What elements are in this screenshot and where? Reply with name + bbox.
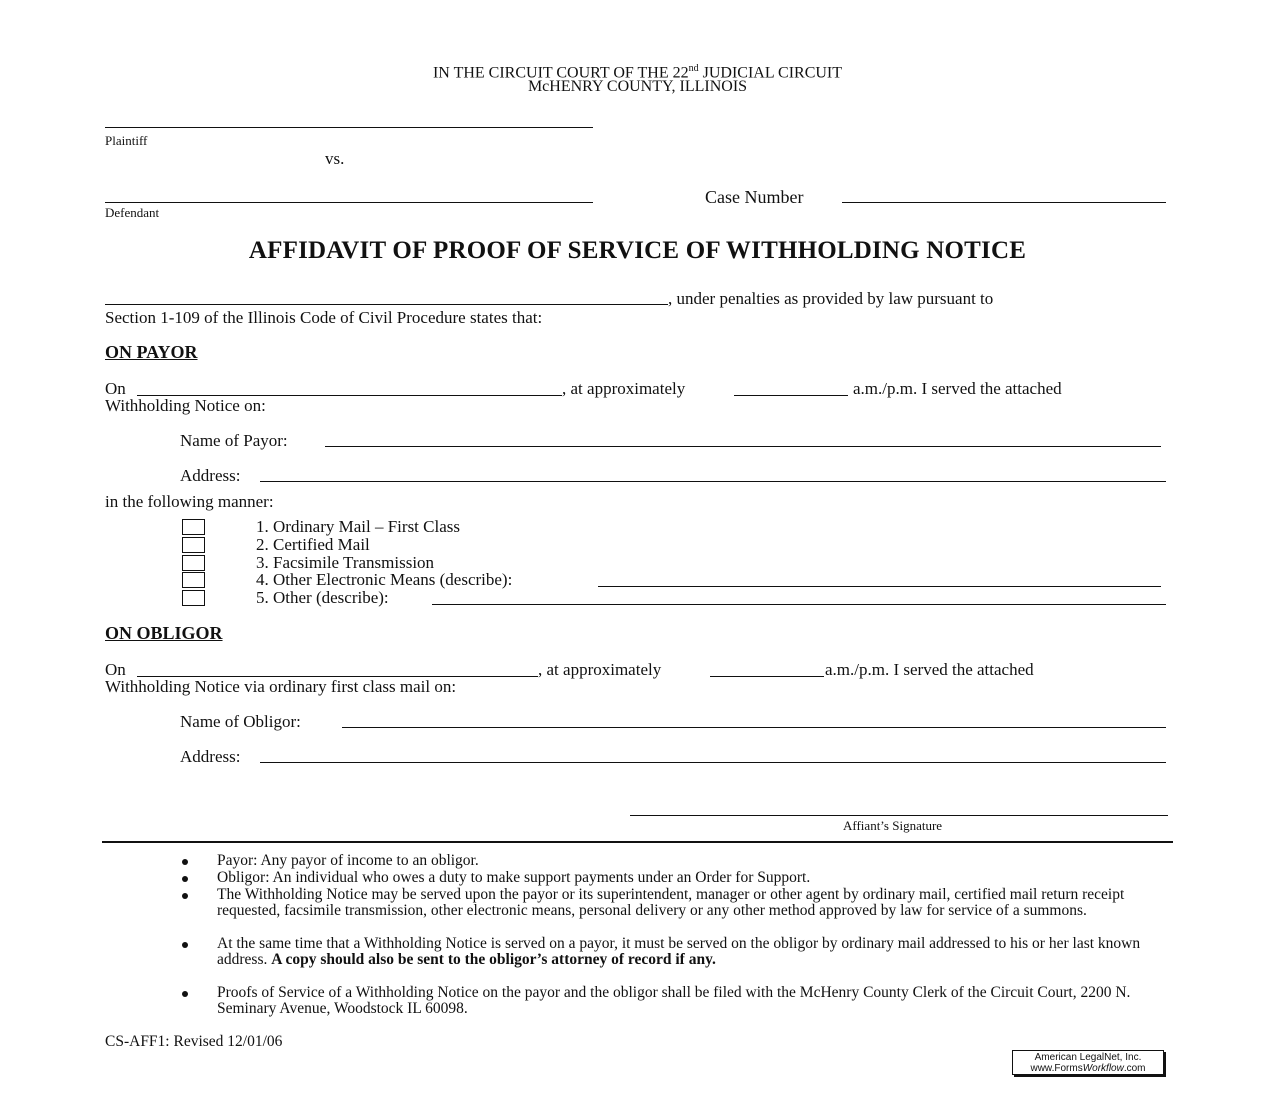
payor-heading: ON PAYOR bbox=[105, 342, 198, 362]
obligor-line-2: Withholding Notice via ordinary first class mail on: bbox=[105, 677, 457, 696]
option-other: 5. Other (describe): bbox=[256, 588, 389, 607]
affiant-name-field[interactable] bbox=[105, 304, 668, 305]
option-ordinary-mail: 1. Ordinary Mail – First Class bbox=[256, 517, 460, 536]
bullet-icon bbox=[182, 942, 188, 948]
intro-line-1: , under penalties as provided by law pursuant to bbox=[668, 289, 994, 308]
obligor-time-field[interactable] bbox=[710, 676, 824, 677]
other-describe-field[interactable] bbox=[432, 604, 1166, 605]
court-line: IN THE CIRCUIT COURT OF THE 22 bbox=[432, 64, 689, 82]
checkbox-other[interactable] bbox=[182, 590, 205, 606]
document-title: AFFIDAVIT OF PROOF OF SERVICE OF WITHHOLDING NOTICE bbox=[248, 237, 1027, 264]
payor-approx-label: , at approximately bbox=[562, 379, 686, 398]
note-payor: Payor: Any payor of income to an obligor. bbox=[217, 852, 479, 869]
court-line-end: JUDICIAL CIRCUIT bbox=[698, 64, 843, 82]
case-number-field[interactable] bbox=[842, 202, 1166, 203]
obligor-address-label: Address: bbox=[180, 747, 241, 766]
checkbox-certified-mail[interactable] bbox=[182, 537, 205, 553]
defendant-label: Defendant bbox=[105, 205, 160, 220]
payor-name-label: Name of Payor: bbox=[180, 431, 288, 450]
defendant-line[interactable] bbox=[105, 202, 593, 203]
badge-url bbox=[1013, 1063, 1163, 1074]
bullet-icon bbox=[182, 876, 188, 882]
badge-url-prefix: www.Forms bbox=[1030, 1063, 1083, 1074]
payor-time-field[interactable] bbox=[734, 395, 848, 396]
obligor-name-field[interactable] bbox=[342, 727, 1166, 728]
payor-ampm-text: a.m./p.m. I served the attached bbox=[853, 379, 1062, 398]
publisher-badge bbox=[1012, 1050, 1164, 1075]
case-number-label: Case Number bbox=[705, 187, 804, 207]
obligor-approx-label: , at approximately bbox=[538, 660, 662, 679]
payor-address-field[interactable] bbox=[260, 481, 1166, 482]
option-other-electronic: 4. Other Electronic Means (describe): bbox=[256, 570, 513, 589]
notes-divider bbox=[102, 841, 1173, 843]
form-id: CS-AFF1: Revised 12/01/06 bbox=[105, 1033, 283, 1050]
obligor-ampm-text: a.m./p.m. I served the attached bbox=[825, 660, 1034, 679]
county-line: McHENRY COUNTY, ILLINOIS bbox=[527, 78, 748, 95]
signature-line[interactable] bbox=[630, 815, 1168, 816]
obligor-name-label: Name of Obligor: bbox=[180, 712, 301, 731]
other-electronic-field[interactable] bbox=[598, 586, 1161, 587]
intro-line-2: Section 1-109 of the Illinois Code of Civil Procedure states that: bbox=[105, 308, 543, 327]
note-obligor: Obligor: An individual who owes a duty to make support payments under an Order for Support. bbox=[217, 869, 811, 886]
note-service-methods: The Withholding Notice may be served upon the payor or its superintendent, manager or other agent by ordinary mail, certified mail return receipt requested, facsimile transmission, other electronic means, personal delivery or any other method approved by law for service of a summons. bbox=[217, 886, 1125, 920]
note-filing: Proofs of Service of a Withholding Notice on the payor and the obligor shall be filed with the McHenry County Clerk of the Circuit Court, 2200 N. Seminary Avenue, Woodstock IL 60098. bbox=[217, 984, 1131, 1018]
payor-name-field[interactable] bbox=[325, 446, 1161, 447]
ordinal-suffix: nd bbox=[688, 63, 699, 74]
bullet-icon bbox=[182, 859, 188, 865]
obligor-heading: ON OBLIGOR bbox=[105, 623, 223, 643]
bullet-icon bbox=[182, 991, 188, 997]
note-same-time bbox=[217, 936, 1172, 969]
plaintiff-label: Plaintiff bbox=[105, 133, 148, 148]
bullet-icon bbox=[182, 893, 188, 899]
payor-line-2: Withholding Notice on: bbox=[105, 396, 266, 415]
badge-url-italic: Workflow bbox=[1082, 1063, 1124, 1074]
checkbox-other-electronic[interactable] bbox=[182, 572, 205, 588]
checkbox-facsimile[interactable] bbox=[182, 555, 205, 571]
obligor-address-field[interactable] bbox=[260, 762, 1166, 763]
obligor-on-label: On bbox=[105, 660, 126, 679]
payor-address-label: Address: bbox=[180, 466, 241, 485]
plaintiff-line[interactable] bbox=[105, 127, 593, 128]
checkbox-ordinary-mail[interactable] bbox=[182, 519, 205, 535]
signature-label: Affiant’s Signature bbox=[843, 818, 943, 833]
payor-on-label: On bbox=[105, 379, 126, 398]
badge-company: American LegalNet, Inc. bbox=[1034, 1052, 1142, 1063]
option-facsimile: 3. Facsimile Transmission bbox=[256, 553, 435, 572]
note-same-time-text: At the same time that a Withholding Notice is served on a payor, it must be served on the obligor by ordinary mail addressed to his or her last known address. bbox=[217, 935, 1141, 969]
manner-label: in the following manner: bbox=[105, 492, 274, 511]
option-certified-mail: 2. Certified Mail bbox=[256, 535, 370, 554]
note-attorney-copy: A copy should also be sent to the obligor’s attorney of record if any. bbox=[271, 951, 716, 969]
badge-url-suffix: .com bbox=[1123, 1063, 1146, 1074]
vs-label: vs. bbox=[325, 149, 345, 168]
